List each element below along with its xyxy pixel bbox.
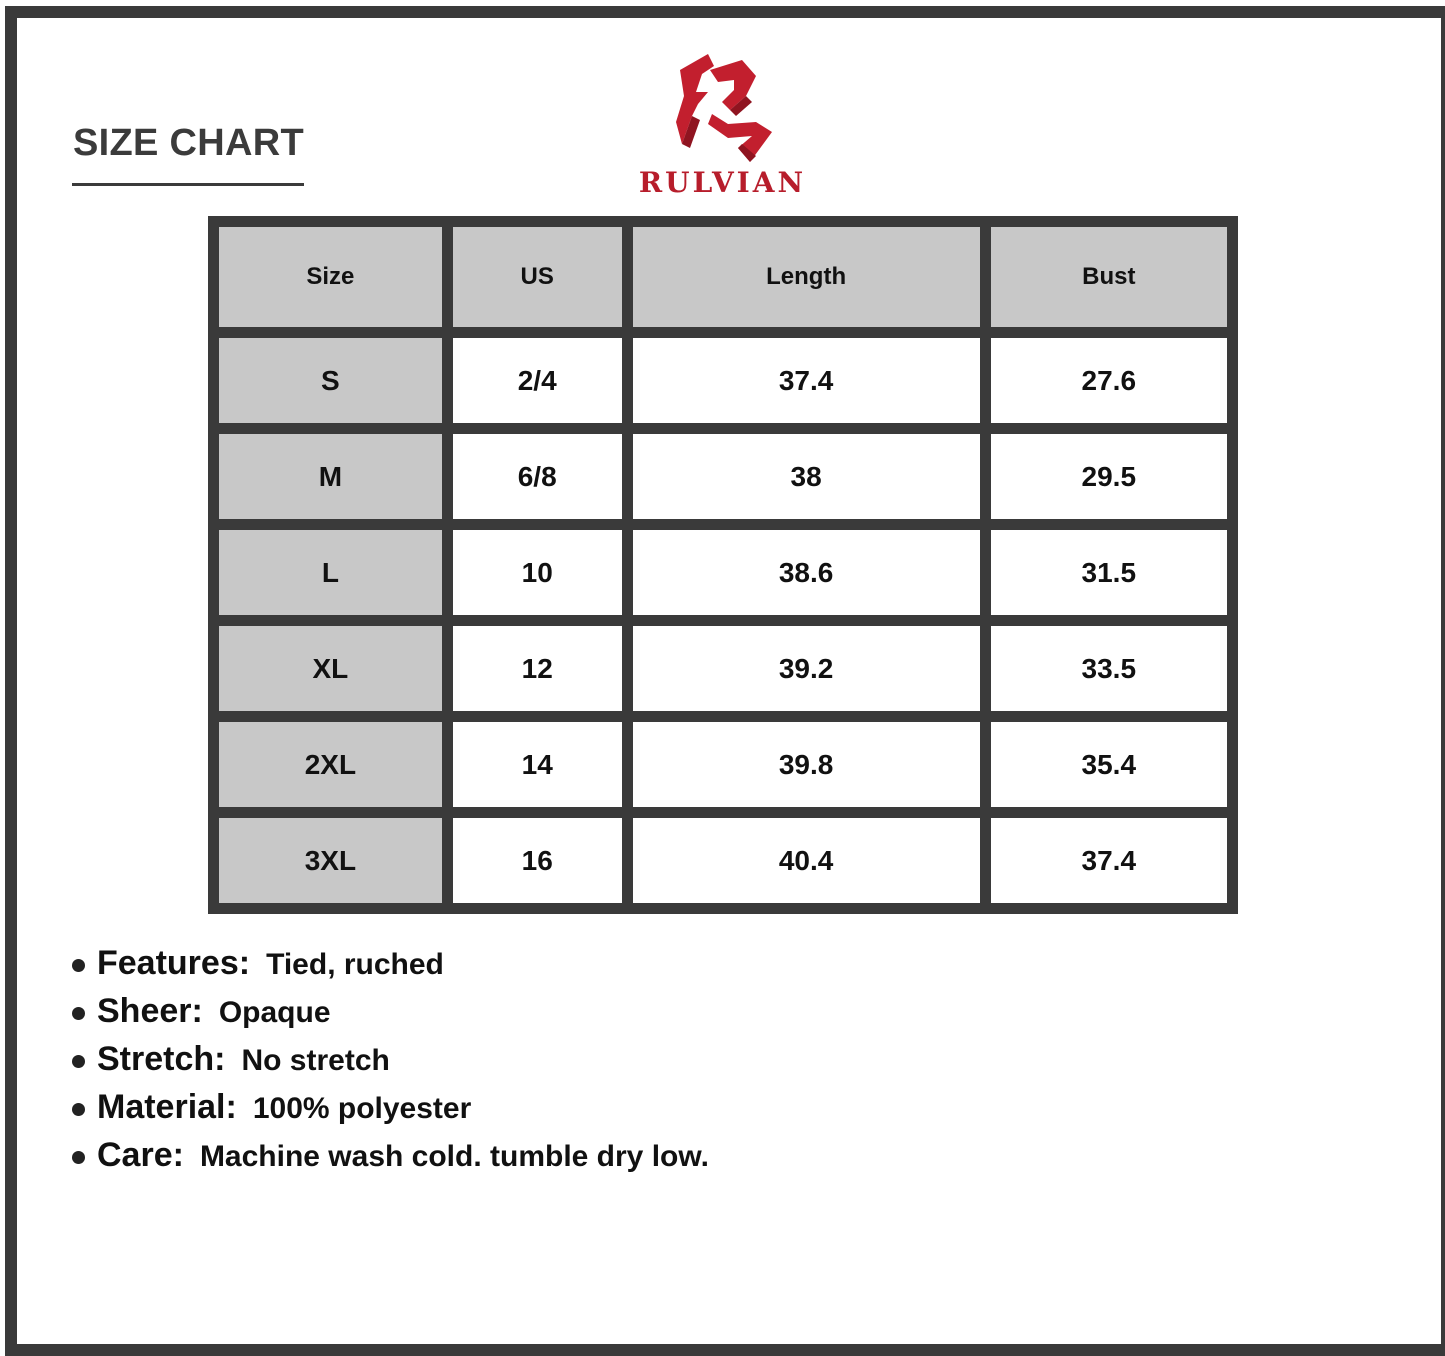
cell-length: 38: [633, 434, 980, 519]
header-us: US: [453, 227, 622, 327]
list-item: [72, 1088, 709, 1136]
product-features-list: [72, 944, 709, 1184]
cell-length: 37.4: [633, 338, 980, 423]
list-item: [72, 1040, 709, 1088]
feature-value: Tied, ruched: [266, 948, 444, 981]
header-size: Size: [219, 227, 442, 327]
cell-length: 40.4: [633, 818, 980, 903]
cell-us: 12: [453, 626, 622, 711]
table-row: [219, 722, 1227, 807]
table-row: [219, 818, 1227, 903]
table-row: [219, 338, 1227, 423]
feature-value: 100% polyester: [252, 1092, 472, 1125]
cell-size: XL: [219, 626, 442, 711]
feature-value: Opaque: [218, 996, 331, 1029]
cell-bust: 35.4: [991, 722, 1227, 807]
bullet-icon: [72, 1151, 85, 1164]
cell-us: 10: [453, 530, 622, 615]
list-item: [72, 944, 709, 992]
cell-size: M: [219, 434, 442, 519]
feature-label: Care:: [97, 1136, 184, 1174]
feature-label: Sheer:: [97, 992, 203, 1030]
table-row: [219, 434, 1227, 519]
header-length: Length: [633, 227, 980, 327]
cell-us: 2/4: [453, 338, 622, 423]
cell-bust: 27.6: [991, 338, 1227, 423]
header-bust: Bust: [991, 227, 1227, 327]
cell-bust: 33.5: [991, 626, 1227, 711]
page-title: SIZE CHART: [73, 122, 304, 164]
feature-label: Material:: [97, 1088, 237, 1126]
feature-label: Stretch:: [97, 1040, 226, 1078]
cell-size: 2XL: [219, 722, 442, 807]
cell-length: 39.8: [633, 722, 980, 807]
size-table: [208, 216, 1238, 914]
list-item: [72, 992, 709, 1040]
list-item: [72, 1136, 709, 1184]
bullet-icon: [72, 959, 85, 972]
cell-bust: 37.4: [991, 818, 1227, 903]
stylized-r-logo-icon: [672, 52, 774, 164]
cell-size: L: [219, 530, 442, 615]
brand-name: RULVIAN: [638, 166, 807, 199]
cell-length: 38.6: [633, 530, 980, 615]
feature-label: Features:: [97, 944, 251, 982]
table-header-row: [219, 227, 1227, 327]
bullet-icon: [72, 1103, 85, 1116]
cell-size: S: [219, 338, 442, 423]
cell-length: 39.2: [633, 626, 980, 711]
cell-us: 14: [453, 722, 622, 807]
bullet-icon: [72, 1055, 85, 1068]
cell-us: 6/8: [453, 434, 622, 519]
cell-size: 3XL: [219, 818, 442, 903]
bullet-icon: [72, 1007, 85, 1020]
cell-bust: 31.5: [991, 530, 1227, 615]
cell-us: 16: [453, 818, 622, 903]
table-row: [219, 530, 1227, 615]
feature-value: Machine wash cold. tumble dry low.: [199, 1140, 709, 1173]
cell-bust: 29.5: [991, 434, 1227, 519]
feature-value: No stretch: [241, 1044, 390, 1077]
table-row: [219, 626, 1227, 711]
title-underline: [72, 183, 304, 186]
